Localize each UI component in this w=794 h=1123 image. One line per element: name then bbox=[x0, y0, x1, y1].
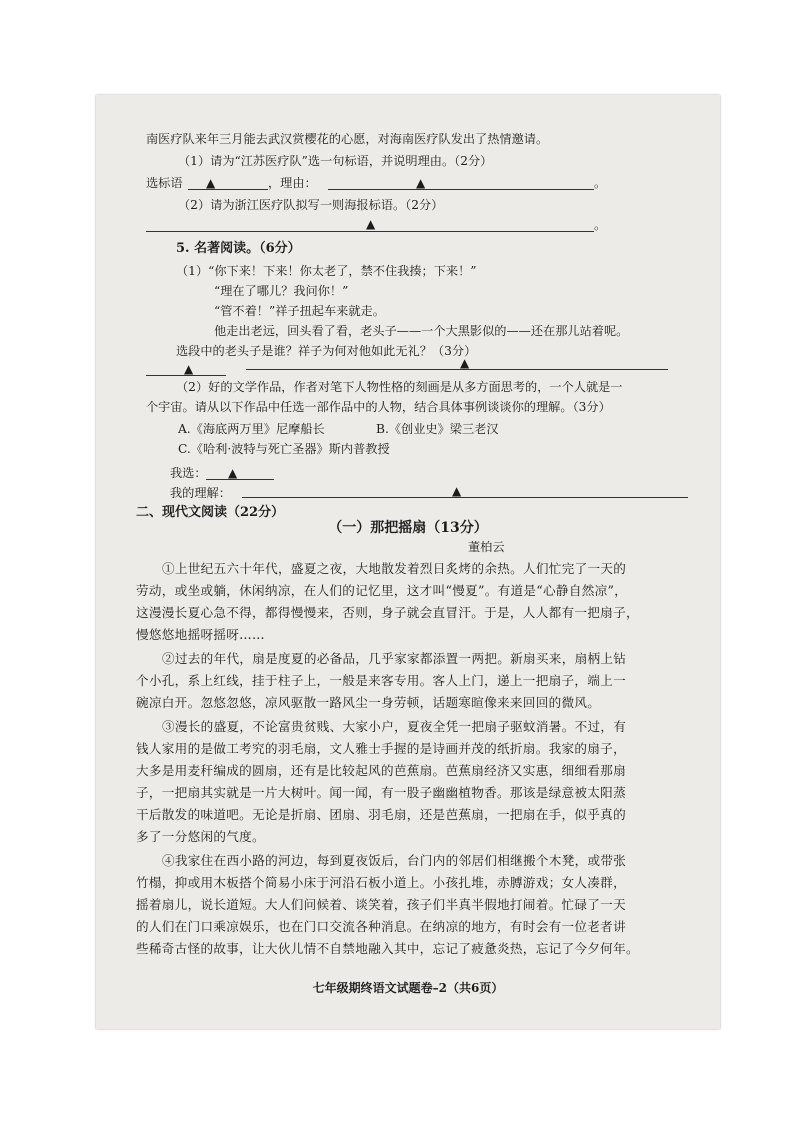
paragraph-line: ③漫长的盛夏，不论富贵贫贱、大家小户，夏夜全凭一把扇子驱蚊消暑。不过，有 bbox=[162, 719, 627, 734]
paragraph-line: ②过去的年代，扇是度夏的必备品，几乎家家都添置一两把。新扇买来，扇柄上钻 bbox=[162, 651, 627, 666]
answer-blank[interactable] bbox=[328, 189, 594, 190]
paragraph-line: 竹榻，抑或用木板搭个简易小床于河沿石板小道上。小孩扎堆，赤膊游戏；女人凑群， bbox=[136, 875, 626, 890]
answer-blank[interactable] bbox=[246, 369, 668, 370]
question-2: （2）请为浙江医疗队拟写一则海报标语。（2分） bbox=[178, 198, 444, 212]
paragraph-line: 的人们在门口乘凉娱乐，也在门口交流各种消息。在纳凉的地方，有时会有一位老者讲 bbox=[136, 919, 626, 934]
answer-marker: ▲ bbox=[460, 356, 470, 370]
paragraph-line: 慢悠悠地摇呀摇呀…… bbox=[136, 627, 265, 642]
answer-blank[interactable] bbox=[188, 189, 268, 190]
quote-line: “理在了哪儿？我问你！” bbox=[214, 284, 349, 298]
text-line: 南医疗队来年三月能去武汉赏樱花的心愿，对海南医疗队发出了热情邀请。 bbox=[146, 132, 549, 146]
quote-line: “管不着！”祥子扭起车来就走。 bbox=[214, 304, 385, 318]
paragraph-line: 钱人家用的是做工考究的羽毛扇，文人雅士手握的是诗画并茂的纸折扇。我家的扇子， bbox=[136, 741, 626, 756]
paragraph-line: 多了一分悠闲的气度。 bbox=[136, 829, 265, 844]
answer-marker: ▲ bbox=[206, 176, 216, 190]
question-5-2-cont: 个宇宙。请从以下作品中任选一部作品中的人物，结合具体事例谈谈你的理解。（3分） bbox=[146, 400, 611, 414]
answer-marker: ▲ bbox=[416, 176, 426, 190]
paragraph-line: 个小孔，系上红线，挂于柱子上，一般是来客专用。客人上门，递上一把扇子，端上一 bbox=[136, 673, 626, 688]
paragraph-line: 子，一把扇其实就是一片大树叶。闻一闻，有一股子幽幽植物香。那该是绿意被太阳蒸 bbox=[136, 785, 626, 800]
paragraph-line: 碗凉白开。忽悠忽悠，凉风驱散一路风尘一身劳顿，话题寒暄像来来回回的微风。 bbox=[136, 695, 601, 710]
quote-line: 他走出老远，回头看了看，老头子——一个大黑影似的——还在那儿站着呢。 bbox=[214, 324, 629, 338]
reason-label: ，理由： bbox=[268, 176, 317, 190]
answer-blank[interactable] bbox=[146, 231, 594, 232]
answer-marker: ▲ bbox=[184, 362, 194, 376]
exam-page: 南医疗队来年三月能去武汉赏樱花的心愿，对海南医疗队发出了热情邀请。 （1）请为“江苏医疗队”选一句标语，并说明理由。（2分） 选标语 ▲ ，理由： ▲ 。 （2）请为浙江医疗队拟写一则海报标语。（2分） ▲ 。 5. 名著阅读。（6分） （1）“你下来！下来！你太老了，禁不住我揍；下来！” “理在了哪儿？我问你！” “管不着！”祥子扭起车来就走。 他走出老远，回头看了看，老头子——一个大黑影似的——还在那儿站着呢。 选段中的老头子是谁？祥子为何对他如此无礼？（3分） ▲ ▲ （2）好的文学作品，作者对笔下人物性格的刻画是从多方面思考的，一个人就是一 个宇宙。请从以下作品中任选一部作品中的人物，结合具体事例谈谈你的理解。（3分） A.《海底两万里》尼摩船长 B.《创业史》梁三老汉 C.《哈利·波特与死亡圣器》斯内普教授 我选： ▲ 我的理解： ▲ 二、现代文阅读（22分） （一）那把摇扇（13分） 董柏云 ①上世纪五六十年代，盛夏之夜，大地散发着烈日炙烤的余热。人们忙完了一天的 劳动，或坐或躺，休闲纳凉，在人们的记忆里，这才叫“慢夏”。有道是“心静自然凉”， 这漫漫长夏心急不得，都得慢慢来，否则，身子就会直冒汗。于是，人人都有一把扇子， 慢悠悠地摇呀摇呀…… ②过去的年代，扇是度夏的必备品，几乎家家都添置一两把。新扇买来，扇柄上钻 个小孔，系上红线，挂于柱子上，一般是来客专用。客人上门，递上一把扇子，端上一 碗凉白开。忽悠忽悠，凉风驱散一路风尘一身劳顿，话题寒暄像来来回回的微风。 ③漫长的盛夏，不论富贵贫贱、大家小户，夏夜全凭一把扇子驱蚊消暑。不过，有 钱人家用的是做工考究的羽毛扇，文人雅士手握的是诗画并茂的纸折扇。我家的扇子， 大多是用麦秆编成的圆扇，还有是比较起风的芭蕉扇。芭蕉扇经济又实惠，细细看那扇 子，一把扇其实就是一片大树叶。闻一闻，有一股子幽幽植物香。那该是绿意被太阳蒸 干后散发的味道吧。无论是折扇、团扇、羽毛扇，还是芭蕉扇，一把扇在手，似乎真的 多了一分悠闲的气度。 ④我家住在西小路的河边，每到夏夜饭后，台门内的邻居们相继搬个木凳，或带张 竹榻，抑或用木板搭个简易小床于河沿石板小道上。小孩扎堆，赤膊游戏；女人凑群， 摇着扇儿，说长道短。大人们问候着、谈笑着，孩子们半真半假地打闹着。忙碌了一天 的人们在门口乘凉娱乐，也在门口交流各种消息。在纳凉的地方，有时会有一位老者讲 些稀奇古怪的故事，让大伙儿情不自禁地融入其中，忘记了疲惫炎热，忘记了今夕何年。 七年级期终语文试题卷–2（共6页） bbox=[96, 95, 720, 1029]
article-author: 董柏云 bbox=[468, 540, 505, 554]
understanding-blank[interactable] bbox=[242, 497, 688, 498]
option-a: A.《海底两万里》尼摩船长 bbox=[178, 422, 325, 436]
paragraph-line: 干后散发的味道吧。无论是折扇、团扇、羽毛扇，还是芭蕉扇，一把扇在手，似乎真的 bbox=[136, 807, 626, 822]
paragraph-line: 劳动，或坐或躺，休闲纳凉，在人们的记忆里，这才叫“慢夏”。有道是“心静自然凉”， bbox=[136, 583, 628, 598]
quote-line: （1）“你下来！下来！你太老了，禁不住我揍；下来！” bbox=[176, 264, 477, 278]
my-choice-label: 我选： bbox=[170, 466, 207, 480]
paragraph-line: ④我家住在西小路的河边，每到夏夜饭后，台门内的邻居们相继搬个木凳，或带张 bbox=[162, 853, 627, 868]
article-title: （一）那把摇扇（13分） bbox=[328, 520, 488, 536]
paragraph-line: 大多是用麦秆编成的圆扇，还有是比较起风的芭蕉扇。芭蕉扇经济又实惠，细细看那扇 bbox=[136, 763, 626, 778]
paragraph-line: 这漫漫长夏心急不得，都得慢慢来，否则，身子就会直冒汗。于是，人人都有一把扇子， bbox=[136, 605, 639, 620]
question-5-title: 5. 名著阅读。（6分） bbox=[176, 241, 301, 256]
slogan-label: 选标语 bbox=[146, 176, 183, 190]
answer-marker: ▲ bbox=[452, 484, 462, 498]
question-5-1: 选段中的老头子是谁？祥子为何对他如此无礼？（3分） bbox=[176, 344, 477, 358]
section-heading: 二、现代文阅读（22分） bbox=[136, 505, 285, 520]
paragraph-line: 些稀奇古怪的故事，让大伙儿情不自禁地融入其中，忘记了疲惫炎热，忘记了今夕何年。 bbox=[136, 941, 639, 956]
answer-marker: ▲ bbox=[366, 217, 376, 231]
page-footer: 七年级期终语文试题卷–2（共6页） bbox=[312, 981, 504, 995]
option-c: C.《哈利·波特与死亡圣器》斯内普教授 bbox=[178, 442, 390, 456]
question-5-2: （2）好的文学作品，作者对笔下人物性格的刻画是从多方面思考的，一个人就是一 bbox=[176, 380, 623, 394]
paragraph-line: 摇着扇儿，说长道短。大人们问候着、谈笑着，孩子们半真半假地打闹着。忙碌了一天 bbox=[136, 897, 626, 912]
question-1: （1）请为“江苏医疗队”选一句标语，并说明理由。（2分） bbox=[178, 154, 493, 168]
answer-marker: ▲ bbox=[228, 466, 238, 480]
my-understanding-label: 我的理解： bbox=[170, 486, 231, 500]
choice-blank[interactable] bbox=[206, 479, 274, 480]
option-b: B.《创业史》梁三老汉 bbox=[376, 422, 499, 436]
paragraph-line: ①上世纪五六十年代，盛夏之夜，大地散发着烈日炙烤的余热。人们忙完了一天的 bbox=[162, 561, 627, 576]
